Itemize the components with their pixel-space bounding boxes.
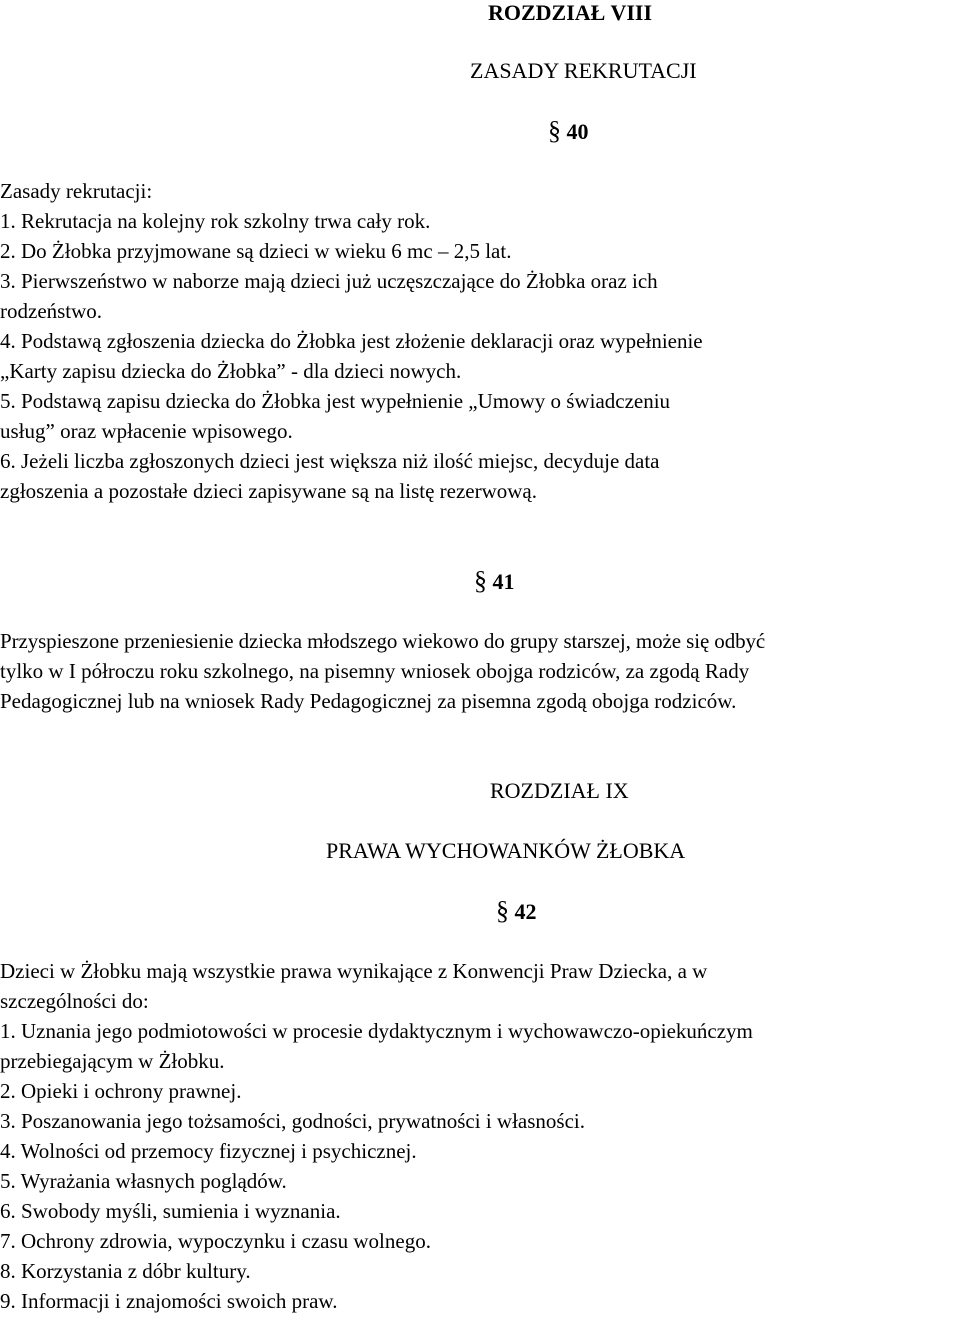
section-sign: § xyxy=(548,116,561,145)
section-40-line-3: 3. Pierwszeństwo w naborze mają dzieci już uczęszczające do Żłobka oraz ich xyxy=(0,269,658,293)
section-41-line-2: tylko w I półroczu roku szkolnego, na pisemny wniosek obojga rodziców, za zgodą Rady xyxy=(0,659,750,683)
section-40-line-6: „Karty zapisu dziecka do Żłobka” - dla dzieci nowych. xyxy=(0,359,462,383)
chapter-9-title: PRAWA WYCHOWANKÓW ŻŁOBKA xyxy=(326,838,686,863)
section-40-heading xyxy=(548,116,589,147)
section-41-number: 41 xyxy=(492,569,515,594)
chapter-8-number: ROZDZIAŁ VIII xyxy=(488,0,653,25)
section-40-line-9: 6. Jeżeli liczba zgłoszonych dzieci jest większa niż ilość miejsc, decyduje data xyxy=(0,449,660,473)
section-40-line-2: 2. Do Żłobka przyjmowane są dzieci w wieku 6 mc – 2,5 lat. xyxy=(0,239,512,263)
section-40-line-1: 1. Rekrutacja na kolejny rok szkolny trwa cały rok. xyxy=(0,209,431,233)
section-40-line-7: 5. Podstawą zapisu dziecka do Żłobka jest wypełnienie „Umowy o świadczeniu xyxy=(0,389,671,413)
chapter-8-title: ZASADY REKRUTACJI xyxy=(470,58,697,83)
section-42-line-4: przebiegającym w Żłobku. xyxy=(0,1049,225,1073)
section-42-line-2: szczególności do: xyxy=(0,989,149,1013)
section-42-line-8: 5. Wyrażania własnych poglądów. xyxy=(0,1169,287,1193)
section-41-line-1: Przyspieszone przeniesienie dziecka młodszego wiekowo do grupy starszej, może się odbyć xyxy=(0,629,766,653)
section-42-line-3: 1. Uznania jego podmiotowości w procesie dydaktycznym i wychowawczo-opiekuńczym xyxy=(0,1019,753,1043)
section-42-number: 42 xyxy=(514,899,537,924)
section-42-line-6: 3. Poszanowania jego tożsamości, godności, prywatności i własności. xyxy=(0,1109,585,1133)
section-42-line-12: 9. Informacji i znajomości swoich praw. xyxy=(0,1289,338,1313)
section-42-line-1: Dzieci w Żłobku mają wszystkie prawa wynikające z Konwencji Praw Dziecka, a w xyxy=(0,959,708,983)
section-40-line-5: 4. Podstawą zgłoszenia dziecka do Żłobka jest złożenie deklaracji oraz wypełnienie xyxy=(0,329,703,353)
section-42-heading xyxy=(496,896,537,927)
section-41-line-3: Pedagogicznej lub na wniosek Rady Pedagogicznej za pisemna zgodą obojga rodziców. xyxy=(0,689,737,713)
section-41-heading xyxy=(474,566,515,597)
section-sign: § xyxy=(496,896,509,925)
section-42-line-5: 2. Opieki i ochrony prawnej. xyxy=(0,1079,242,1103)
section-40-line-4: rodzeństwo. xyxy=(0,299,103,323)
section-40-number: 40 xyxy=(566,119,589,144)
section-40-line-10: zgłoszenia a pozostałe dzieci zapisywane są na listę rezerwową. xyxy=(0,479,537,503)
section-40-intro: Zasady rekrutacji: xyxy=(0,179,153,203)
section-42-line-9: 6. Swobody myśli, sumienia i wyznania. xyxy=(0,1199,341,1223)
section-42-line-7: 4. Wolności od przemocy fizycznej i psychicznej. xyxy=(0,1139,417,1163)
section-sign: § xyxy=(474,566,487,595)
section-40-line-8: usług” oraz wpłacenie wpisowego. xyxy=(0,419,293,443)
chapter-9-number: ROZDZIAŁ IX xyxy=(490,778,629,803)
section-42-line-10: 7. Ochrony zdrowia, wypoczynku i czasu wolnego. xyxy=(0,1229,431,1253)
section-42-line-11: 8. Korzystania z dóbr kultury. xyxy=(0,1259,251,1283)
